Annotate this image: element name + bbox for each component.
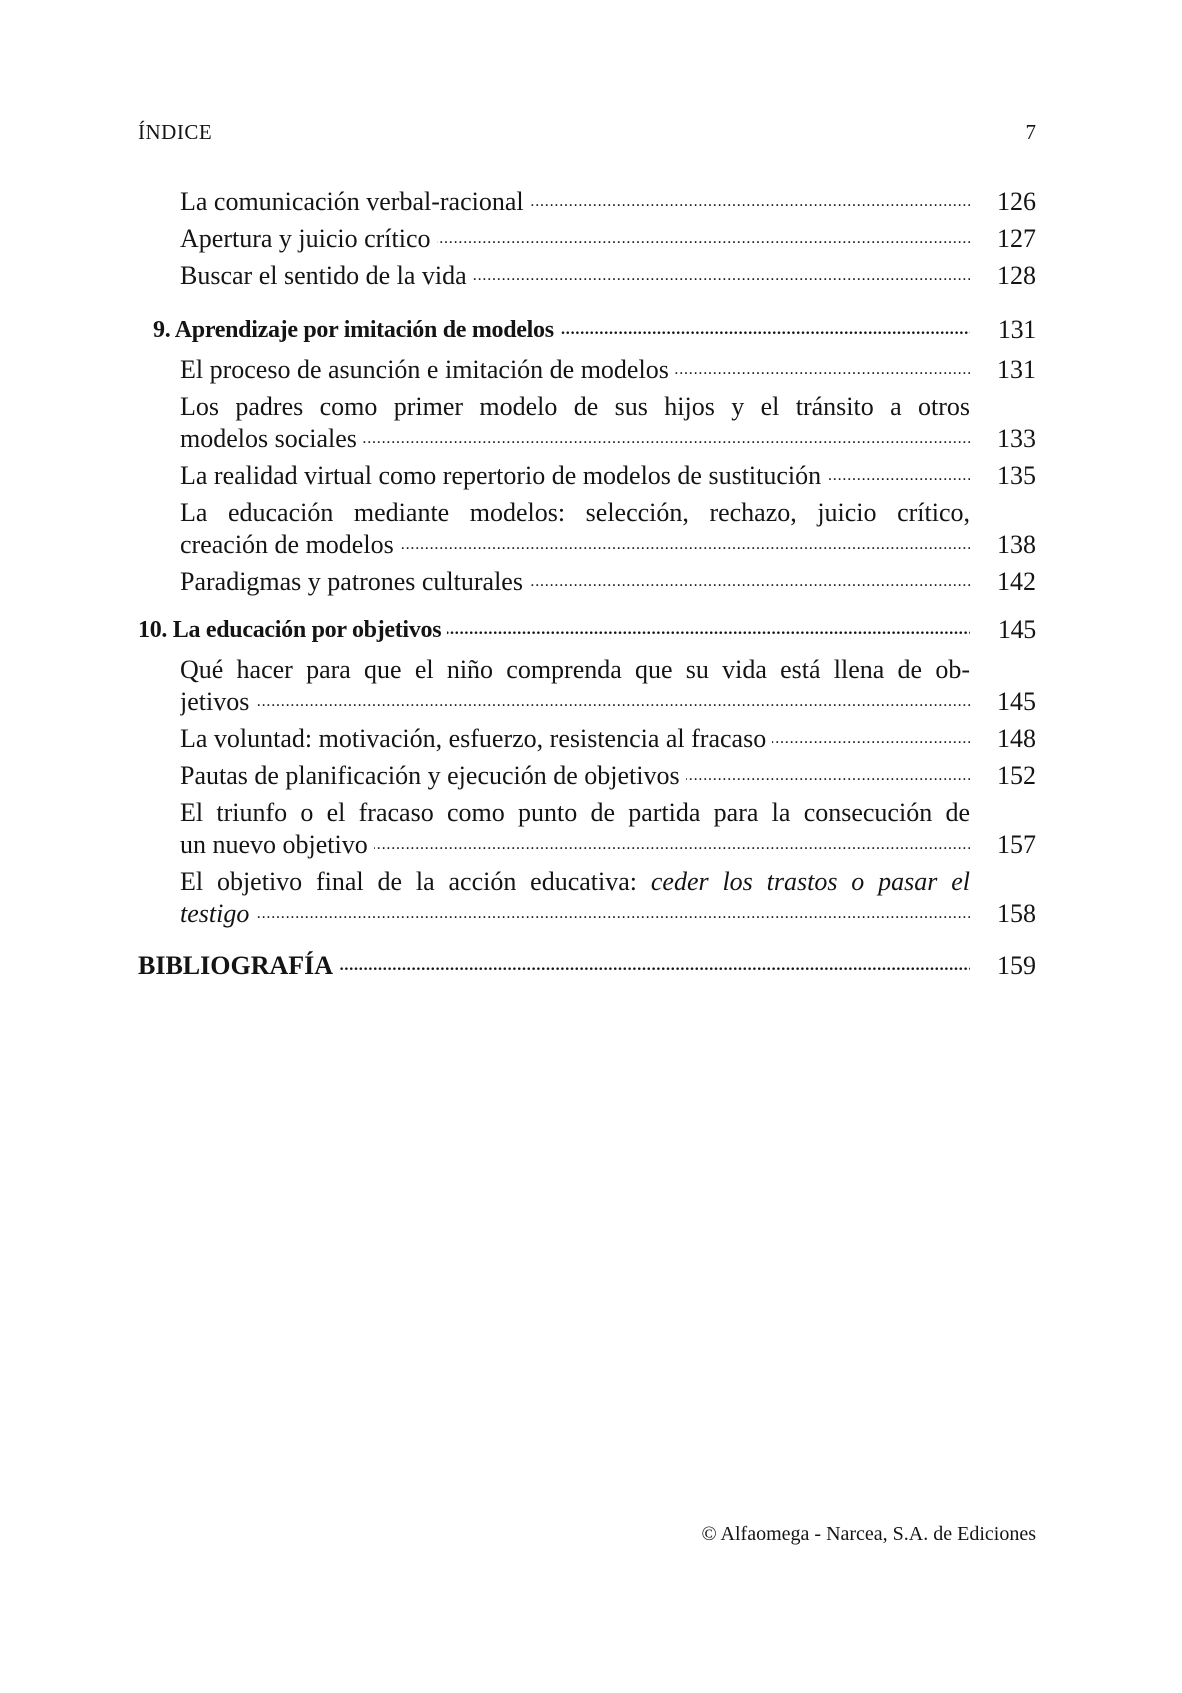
- toc-entry: [180, 460, 1036, 492]
- toc-entry-page: 128: [997, 261, 1036, 290]
- toc-entry-label-line2: jetivos: [180, 687, 255, 716]
- toc-entry-label: Pautas de planificación y ejecución de objetivos: [180, 761, 686, 790]
- toc-entry-page: 159: [997, 951, 1036, 980]
- toc-entry-label-line1: La educación mediante modelos: selección, rechazo, juicio crítico,: [180, 498, 970, 527]
- toc-entry: [180, 223, 1036, 255]
- toc-entry: [180, 391, 1036, 455]
- toc-entry-page: 145: [997, 615, 1036, 644]
- toc-entry-label: La voluntad: motivación, esfuerzo, resistencia al fracaso: [180, 724, 772, 753]
- toc-bibliography-entry: [138, 950, 1036, 982]
- toc-entry: [180, 866, 1036, 930]
- copyright-footer: © Alfaomega - Narcea, S.A. de Ediciones: [701, 1523, 1036, 1545]
- toc-entry-page: 127: [997, 224, 1036, 253]
- toc-entry: [180, 760, 1036, 792]
- toc-entry-label: Apertura y juicio crítico: [180, 224, 437, 253]
- toc-entry-label-line1: El triunfo o el fracaso como punto de partida para la consecución de: [180, 798, 970, 827]
- running-header: [138, 120, 1036, 150]
- toc-entry-label-line2: un nuevo objetivo: [180, 830, 374, 859]
- toc-entry: [180, 566, 1036, 598]
- toc-entry-label: Buscar el sentido de la vida: [180, 261, 473, 290]
- toc-entry-label-line2: testigo: [180, 899, 255, 928]
- toc-entry-page: 131: [997, 355, 1036, 384]
- toc-chapter-entry: [138, 614, 1036, 646]
- toc-entry-label-line2: modelos sociales: [180, 424, 363, 453]
- toc-entry-page: 148: [997, 724, 1036, 753]
- toc-entry-label: La realidad virtual como repertorio de modelos de sustitución: [180, 461, 827, 490]
- toc-entry-label-line1: [180, 866, 970, 898]
- toc-entry: [180, 797, 1036, 861]
- section-title: ÍNDICE: [138, 120, 213, 144]
- table-of-contents: [138, 186, 1036, 982]
- toc-entry-page: 158: [997, 899, 1036, 928]
- toc-entry-page: 126: [997, 187, 1036, 216]
- toc-bibliography-label: BIBLIOGRAFÍA: [138, 951, 339, 980]
- toc-entry: [180, 497, 1036, 561]
- page-number: 7: [1025, 120, 1036, 144]
- toc-entry: [180, 354, 1036, 386]
- toc-entry-label-line1: Los padres como primer modelo de sus hijos y el tránsito a otros: [180, 392, 970, 421]
- toc-entry-page: 131: [997, 315, 1036, 344]
- toc-entry-page: 145: [997, 687, 1036, 716]
- toc-entry-page: 133: [997, 424, 1036, 453]
- toc-entry-label: El proceso de asunción e imitación de modelos: [180, 355, 675, 384]
- toc-entry-label-line1-plain: El objetivo final de la acción educativa:: [180, 867, 651, 896]
- toc-entry: [180, 723, 1036, 755]
- toc-chapter-label: 9. Aprendizaje por imitación de modelos: [153, 317, 560, 343]
- toc-entry-label-line2: creación de modelos: [180, 530, 400, 559]
- toc-entry: [180, 186, 1036, 218]
- toc-entry: [180, 654, 1036, 718]
- toc-chapter-entry: [153, 314, 1036, 346]
- toc-entry-label: La comunicación verbal-racional: [180, 187, 530, 216]
- toc-entry-page: 157: [997, 830, 1036, 859]
- toc-entry-page: 135: [997, 461, 1036, 490]
- toc-entry-label-line1: Qué hacer para que el niño comprenda que su vida está llena de ob-: [180, 655, 970, 684]
- toc-entry-page: 152: [997, 761, 1036, 790]
- toc-chapter-label: 10. La educación por objetivos: [138, 617, 447, 643]
- toc-entry-page: 138: [997, 530, 1036, 559]
- toc-entry: [180, 260, 1036, 292]
- toc-entry-label-line1-italic: ceder los trastos o pasar el: [650, 867, 970, 896]
- toc-entry-label: Paradigmas y patrones culturales: [180, 567, 529, 596]
- toc-entry-page: 142: [997, 567, 1036, 596]
